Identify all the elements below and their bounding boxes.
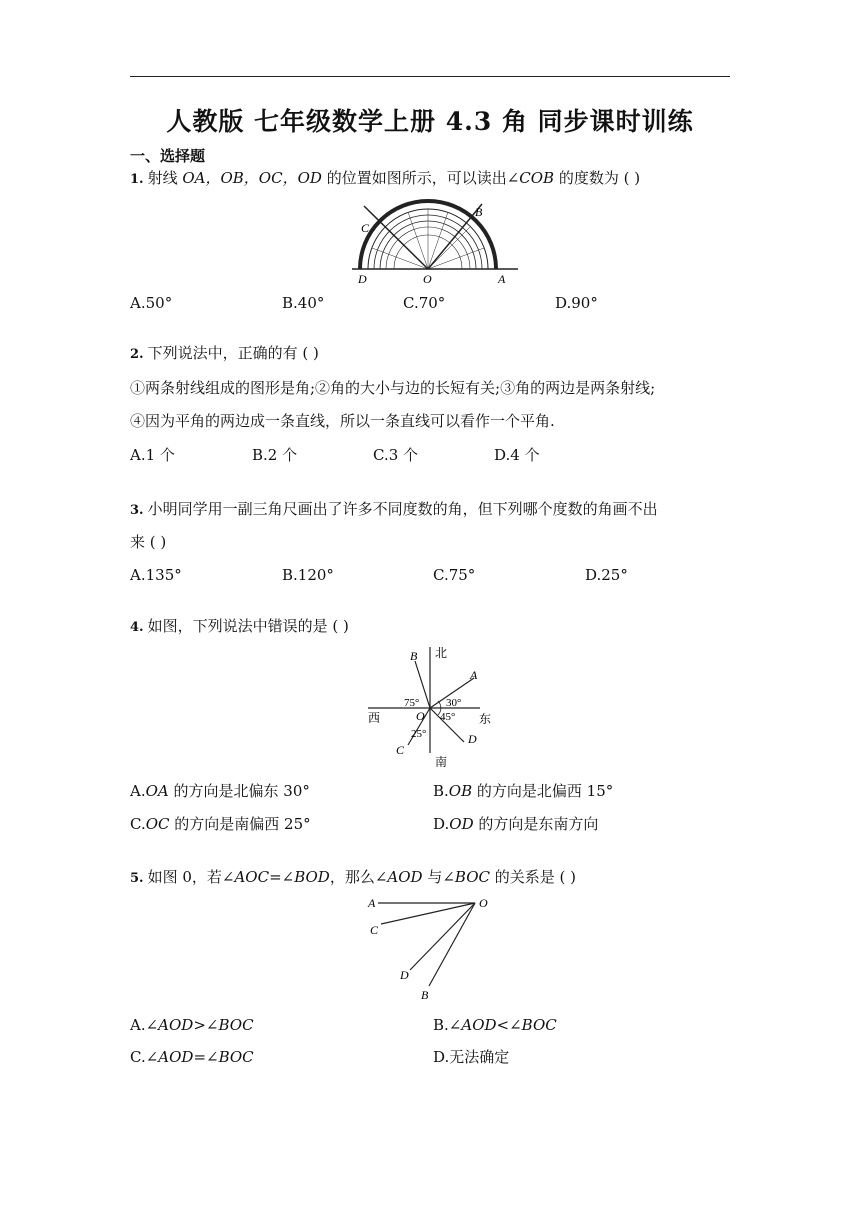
question-1: 1. 射线 OA，OB，OC，OD 的位置如图所示，可以读出∠COB 的度数为 ( ) [130,169,641,187]
label-c: C [396,743,405,757]
label-north: 北 [435,646,448,660]
q1-option-d[interactable]: D.90° [555,294,598,312]
question-5: 5. 如图 0，若∠AOC=∠BOD，那么∠AOD 与∠BOC 的关系是 ( ) [130,868,577,886]
q4-option-c[interactable]: C.OC 的方向是南偏西 25° [130,815,311,833]
label-b: B [475,205,483,219]
q2-option-c[interactable]: C.3 个 [373,446,419,464]
q3-line-2: 来 ( ) [130,533,167,551]
label-c: C [370,923,379,937]
q2-option-d[interactable]: D.4 个 [494,446,540,464]
label-a: A [470,668,478,682]
label-angle-30: 30° [446,697,462,709]
question-number: 4. [130,620,144,635]
q2-statement-line-2: ④因为平角的两边成一条直线，所以一条直线可以看作一个平角. [130,412,555,430]
label-angle-45: 45° [440,711,456,723]
label-angle-25: 25° [411,728,427,740]
q1-option-b[interactable]: B.40° [282,294,325,312]
q3-option-c[interactable]: C.75° [433,566,476,584]
question-2: 2. 下列说法中，正确的有 ( ) [130,344,319,362]
page-title: 人教版 七年级数学上册 4.3 角 同步课时训练 [166,107,694,136]
q3-option-b[interactable]: B.120° [282,566,334,584]
q5-option-c[interactable]: C.∠AOD=∠BOC [130,1048,254,1066]
question-number: 3. [130,503,144,518]
label-c: C [361,221,370,235]
q2-option-b[interactable]: B.2 个 [252,446,298,464]
label-b: B [410,649,418,663]
label-d: D [358,272,367,286]
q1-option-c[interactable]: C.70° [403,294,446,312]
label-a: A [498,272,506,286]
header-rule [130,76,730,77]
q1-option-a[interactable]: A.50° [130,294,173,312]
label-d: D [468,732,477,746]
label-a: A [368,896,376,910]
q3-option-a[interactable]: A.135° [130,566,182,584]
question-number: 5. [130,871,144,886]
label-o: O [416,709,425,723]
rays-figure [365,893,505,1003]
section-heading: 一、选择题 [130,147,206,165]
question-number: 2. [130,347,144,362]
question-3: 3. 小明同学用一副三角尺画出了许多不同度数的角，但下列哪个度数的角画不出 [130,500,658,518]
label-d: D [400,968,409,982]
label-east: 东 [479,712,492,726]
compass-directions-figure [362,645,502,770]
q3-option-d[interactable]: D.25° [585,566,628,584]
q2-statement-line-1: ①两条射线组成的图形是角;②角的大小与边的长短有关;③角的两边是两条射线; [130,379,656,397]
question-4: 4. 如图，下列说法中错误的是 ( ) [130,617,349,635]
q5-option-a[interactable]: A.∠AOD>∠BOC [130,1016,254,1034]
label-south: 南 [435,755,448,769]
q5-option-d[interactable]: D.无法确定 [433,1048,510,1066]
label-west: 西 [368,711,381,725]
q4-option-b[interactable]: B.OB 的方向是北偏西 15° [433,782,614,800]
label-o: O [479,896,488,910]
q5-option-b[interactable]: B.∠AOD<∠BOC [433,1016,557,1034]
q4-option-a[interactable]: A.OA 的方向是北偏东 30° [130,782,310,800]
label-angle-75: 75° [404,697,420,709]
label-o: O [423,272,432,286]
q2-option-a[interactable]: A.1 个 [130,446,175,464]
protractor-figure [350,196,520,286]
label-b: B [421,988,429,1002]
q4-option-d[interactable]: D.OD 的方向是东南方向 [433,815,599,833]
question-number: 1. [130,172,144,187]
